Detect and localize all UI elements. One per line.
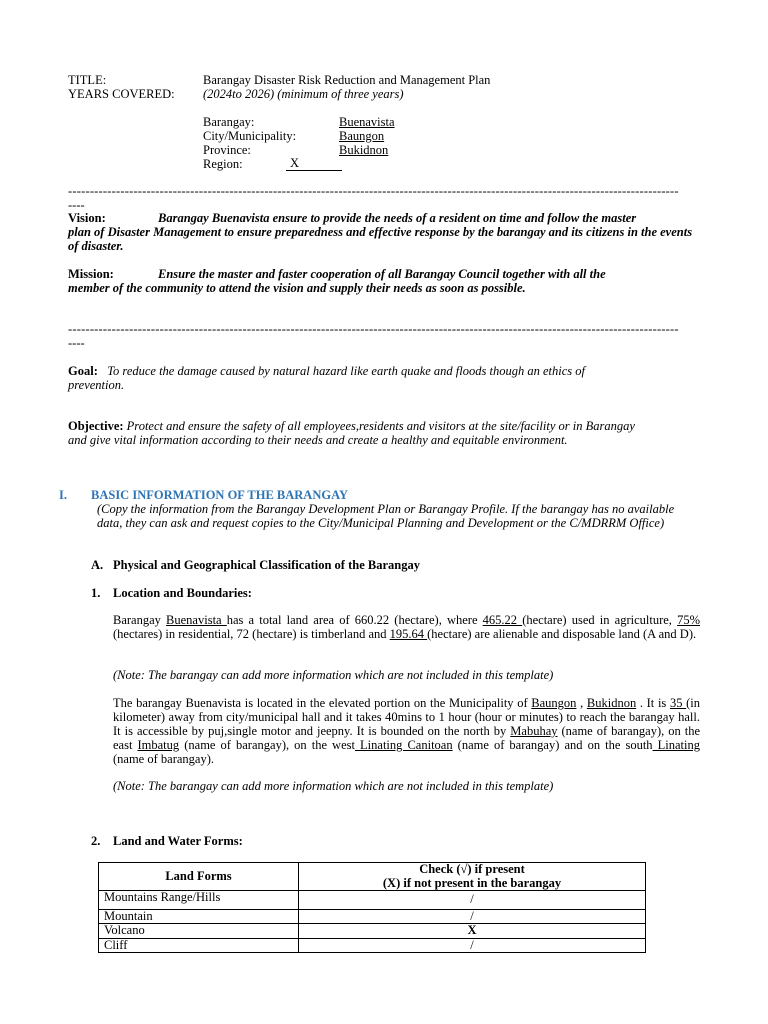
p1-agri: 465.22 xyxy=(482,613,523,627)
province-label: Province: xyxy=(203,143,251,157)
mission-label: Mission: xyxy=(68,267,114,281)
title-label: TITLE: xyxy=(68,73,107,87)
col-check-line2: (X) if not present in the barangay xyxy=(382,875,562,890)
goal-text-first: To reduce the damage caused by natural hazard like earth quake and floods though an ethics of xyxy=(107,364,585,378)
objective-text-first: Protect and ensure the safety of all employees,residents and visitors at the site/facility or in Barangay xyxy=(126,419,635,433)
sub1-heading: Location and Boundaries: xyxy=(113,586,252,600)
p2-dist: 35 xyxy=(669,696,687,710)
p2-text-8: (name of barangay). xyxy=(113,752,214,766)
mission-text-rest: member of the community to attend the vision and supply their needs as soon as possible. xyxy=(68,281,526,295)
land-form-mark: / xyxy=(299,938,646,953)
vision-text-rest: plan of Disaster Management to ensure preparedness and effective response by the barangay and its citizens in the events of disaster. xyxy=(68,225,693,253)
p2-text-2: , xyxy=(576,696,587,710)
city-label: City/Municipality: xyxy=(203,129,297,143)
p2-east: Imbatug xyxy=(137,738,180,752)
sub2-label: 2. xyxy=(91,834,101,848)
table-header-row xyxy=(99,863,646,891)
location-paragraph xyxy=(113,696,700,766)
p2-south: Linating xyxy=(652,738,700,752)
p2-north: Mabuhay xyxy=(510,724,558,738)
years-value: (2024to 2026) (minimum of three years) xyxy=(203,87,404,101)
region-label: Region: xyxy=(203,157,243,171)
land-form-mark: / xyxy=(299,891,646,910)
separator-line: -------------------------------------------------------------------------------------------------------------------------------------------- xyxy=(68,184,679,198)
sub2-heading: Land and Water Forms: xyxy=(113,834,243,848)
p2-text-1: The barangay Buenavista is located in the elevated portion on the Municipality of xyxy=(113,696,532,710)
objective-text-rest: and give vital information according to their needs and create a healthy and equitable environment. xyxy=(68,433,568,447)
table-row xyxy=(99,909,646,924)
land-form-name: Mountains Range/Hills xyxy=(99,891,299,910)
col-check xyxy=(299,863,646,891)
p1-alien: 195.64 xyxy=(389,627,428,641)
p2-muni: Baungon xyxy=(531,696,577,710)
col-land-forms: Land Forms xyxy=(99,863,299,891)
land-form-name: Mountain xyxy=(99,909,299,924)
p2-text-6: (name of barangay), on the west xyxy=(179,738,355,752)
mission-block xyxy=(68,267,700,295)
province-value: Bukidnon xyxy=(339,143,389,157)
table-row xyxy=(99,891,646,910)
p1-text-3: (hectare) used in agriculture, xyxy=(522,613,678,627)
subA-heading: Physical and Geographical Classification of the Barangay xyxy=(113,558,420,572)
separator-tail: ---- xyxy=(68,198,85,212)
barangay-value: Buenavista xyxy=(339,115,395,129)
p2-text-4: (in kilometer) away from city/municipal hall and it takes 40mins to 1 hour (hour or minutes) to reach the barangay hall. It is accessible by puj,single motor and jeepny. It is bounded on the north by xyxy=(113,696,701,738)
p2-text-5: (name of barangay), on the east xyxy=(113,724,700,752)
separator-tail-2: ---- xyxy=(68,336,85,350)
goal-text-rest: prevention. xyxy=(68,378,125,392)
p1-resi: 75% xyxy=(677,613,700,627)
land-forms-table xyxy=(98,862,646,953)
section1-number: I. xyxy=(59,488,67,502)
p1-barangay: Buenavista xyxy=(166,613,227,627)
objective-block xyxy=(68,419,708,447)
p2-prov: Bukidnon xyxy=(586,696,637,710)
p1-text-4: (hectares) in residential, 72 (hectare) is timberland and xyxy=(113,627,390,641)
separator-line-2: -------------------------------------------------------------------------------------------------------------------------------------------- xyxy=(68,322,679,336)
p2-text-3: . It is xyxy=(636,696,670,710)
title-value: Barangay Disaster Risk Reduction and Management Plan xyxy=(203,73,491,87)
vision-text-first: Barangay Buenavista ensure to provide the needs of a resident on time and follow the master xyxy=(158,211,637,225)
city-value: Baungon xyxy=(339,129,385,143)
p2-text-7: (name of barangay) and on the south xyxy=(452,738,653,752)
section1-heading: BASIC INFORMATION OF THE BARANGAY xyxy=(91,488,348,502)
vision-block xyxy=(68,211,700,253)
note-2: (Note: The barangay can add more information which are not included in this template) xyxy=(113,779,554,793)
years-label: YEARS COVERED: xyxy=(68,87,175,101)
land-form-mark: X xyxy=(299,924,646,939)
land-form-name: Volcano xyxy=(99,924,299,939)
subA-label: A. xyxy=(91,558,104,572)
sub1-label: 1. xyxy=(91,586,101,600)
goal-block xyxy=(68,364,700,392)
table-row xyxy=(99,938,646,953)
p2-west: Linating Canitoan xyxy=(354,738,453,752)
p1-text-1: Barangay xyxy=(113,613,167,627)
region-value: X xyxy=(286,157,342,171)
mission-text-first: Ensure the master and faster cooperation of all Barangay Council together with all the xyxy=(158,267,606,281)
land-form-mark: / xyxy=(299,909,646,924)
barangay-label: Barangay: xyxy=(203,115,255,129)
land-form-name: Cliff xyxy=(99,938,299,953)
note-1: (Note: The barangay can add more information which are not included in this template) xyxy=(113,668,554,682)
vision-label: Vision: xyxy=(68,211,106,225)
land-area-paragraph xyxy=(113,613,700,641)
table-row xyxy=(99,924,646,939)
objective-label: Objective: xyxy=(68,419,124,433)
section1-note: (Copy the information from the Barangay Development Plan or Barangay Profile. If the barangay has no available data, they can ask and request copies to the City/Municipal Planning and Development or the C/MDRRM Office) xyxy=(97,502,675,530)
col-check-line1: Check (√) if present xyxy=(419,862,525,876)
p1-text-5: (hectare) are alienable and disposable land (A and D). xyxy=(427,627,697,641)
goal-label: Goal: xyxy=(68,364,98,378)
p1-text-2: has a total land area of 660.22 (hectare), where xyxy=(226,613,483,627)
